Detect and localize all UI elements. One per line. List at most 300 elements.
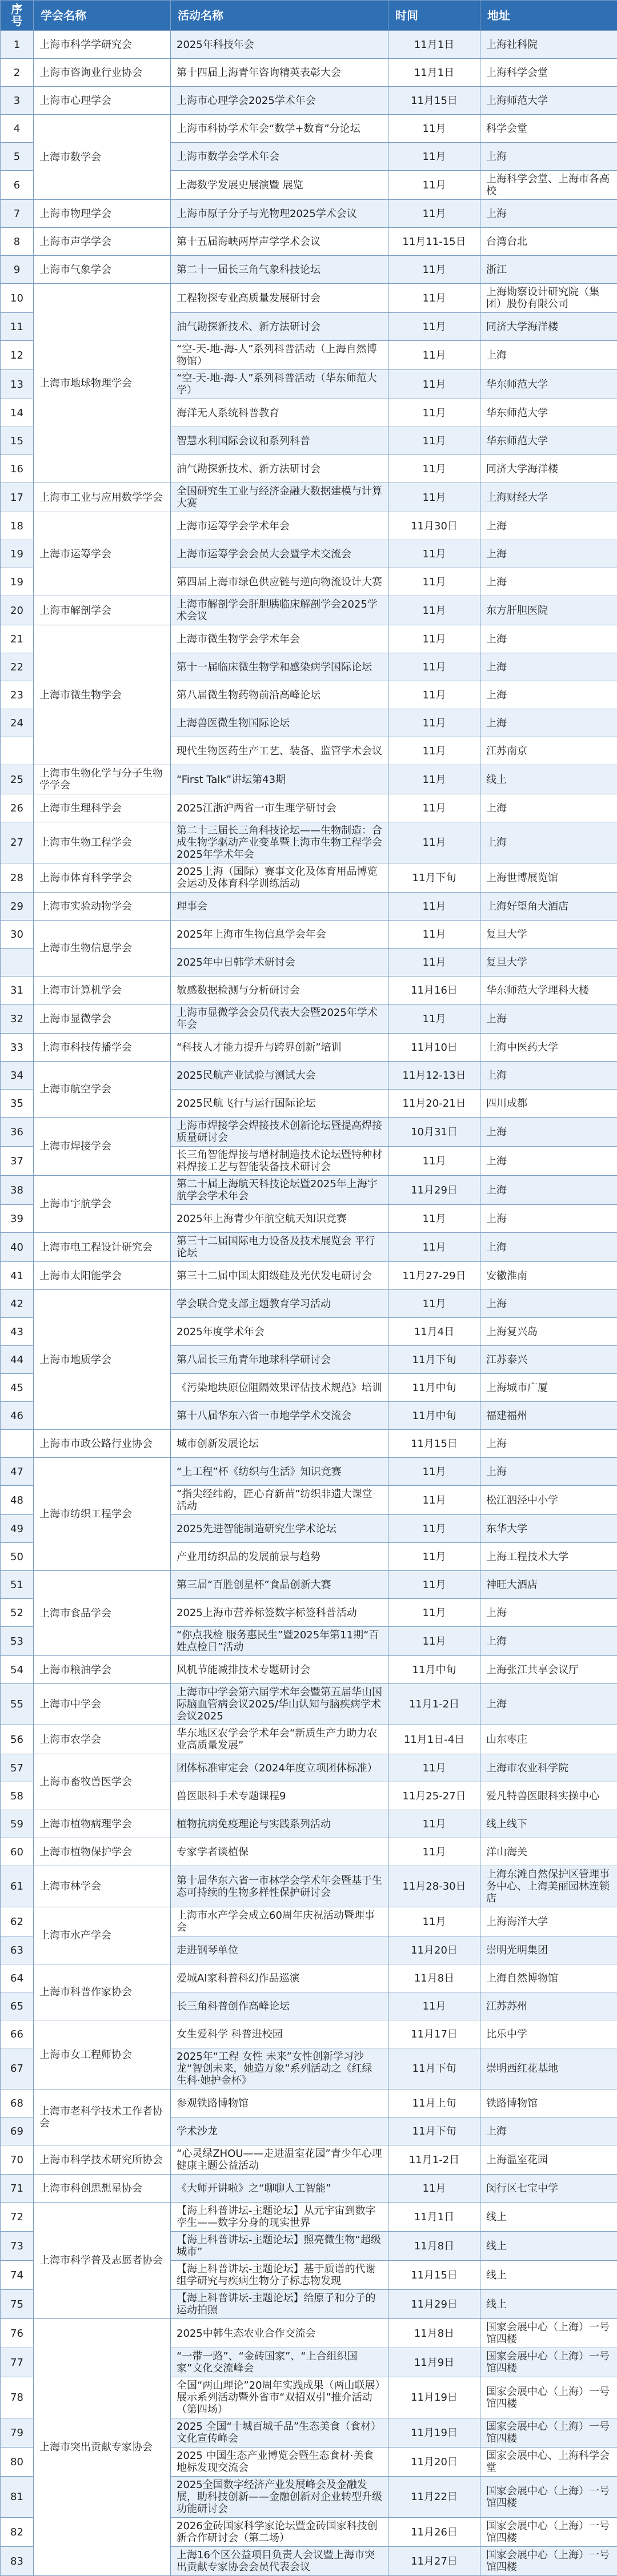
row-time: 11月 <box>388 653 480 681</box>
row-address: 上海科学会堂 <box>480 59 617 87</box>
row-index: 77 <box>1 2348 34 2377</box>
row-activity: 团体标准审定会（2024年度立项团体标准） <box>171 1754 388 1782</box>
row-time: 11月28-30日 <box>388 1866 480 1907</box>
row-activity: 第八届微生物药物前沿高峰论坛 <box>171 681 388 709</box>
row-time: 11月 <box>388 256 480 284</box>
table-row <box>1 200 617 228</box>
row-address: 上海 <box>480 143 617 171</box>
row-activity: 2025江浙沪两省一市生理学研讨会 <box>171 794 388 822</box>
row-time: 11月 <box>388 1627 480 1656</box>
row-index: 17 <box>1 483 34 512</box>
row-society: 上海市微生物学会 <box>34 625 171 765</box>
row-address: 闵行区七宝中学 <box>480 2175 617 2203</box>
row-society: 上海市运筹学会 <box>34 512 171 596</box>
row-index: 19 <box>1 540 34 568</box>
row-time: 11月20-21日 <box>388 1090 480 1118</box>
row-address: 国家会展中心（上海）一号馆四楼 <box>480 2319 617 2348</box>
row-index: 46 <box>1 1402 34 1430</box>
row-activity: 第十一届临床微生物学和感染病学国际论坛 <box>171 653 388 681</box>
row-society: 上海市太阳能学会 <box>34 1262 171 1290</box>
row-address: 爱凡特兽医眼科实操中心 <box>480 1782 617 1810</box>
row-activity: 第二十一届长三角气象科技论坛 <box>171 256 388 284</box>
row-address: 上海 <box>480 341 617 370</box>
row-activity: 第十届华东六省一市林学会学术年会暨基于生态可持续的生物多样性保护研讨会 <box>171 1866 388 1907</box>
row-activity: 华东地区农学会学术年会“新质生产力助力农业高质量发展” <box>171 1725 388 1754</box>
row-time: 11月上旬 <box>388 2089 480 2117</box>
row-index: 6 <box>1 171 34 200</box>
row-society: 上海市女工程师协会 <box>34 2020 171 2089</box>
table-row <box>1 1430 617 1458</box>
row-activity: “First Talk”讲坛第43期 <box>171 765 388 794</box>
row-index: 25 <box>1 765 34 794</box>
row-society: 上海市计算机学会 <box>34 976 171 1004</box>
row-time: 11月中旬 <box>388 1374 480 1402</box>
row-society: 上海市科技传播学会 <box>34 1034 171 1062</box>
row-index: 30 <box>1 921 34 949</box>
row-time: 11月 <box>388 1486 480 1515</box>
row-activity: 上海市心理学会2025学术年会 <box>171 87 388 115</box>
row-activity: 第四届上海市绿色供应链与逆向物流设计大赛 <box>171 568 388 596</box>
row-index: 67 <box>1 2048 34 2089</box>
row-index: 14 <box>1 399 34 427</box>
table-row <box>1 921 617 949</box>
row-index: 55 <box>1 1684 34 1725</box>
table-row <box>1 1004 617 1034</box>
table-row <box>1 284 617 313</box>
row-society: 上海市生物工程学会 <box>34 822 171 863</box>
row-index: 63 <box>1 1936 34 1964</box>
row-index: 83 <box>1 2547 34 2576</box>
row-time: 11月 <box>388 115 480 143</box>
row-address: 上海温室花园 <box>480 2145 617 2175</box>
row-society: 上海市食品学会 <box>34 1571 171 1656</box>
row-activity: 第十四届上海青年咨询精英表彰大会 <box>171 59 388 87</box>
row-activity: 上海数学发展史展演暨 展览 <box>171 171 388 200</box>
row-index: 7 <box>1 200 34 228</box>
row-time: 11月 <box>388 1233 480 1262</box>
row-society: 上海市生物化学与分子生物学学会 <box>34 765 171 794</box>
row-address: 科学会堂 <box>480 115 617 143</box>
row-society: 上海市科学普及志愿者协会 <box>34 2203 171 2319</box>
table-row <box>1 1118 617 1147</box>
row-index: 82 <box>1 2518 34 2547</box>
row-activity: 2025年度学术年会 <box>171 1318 388 1346</box>
row-activity: “上工程”杯《纺织与生活》知识竞赛 <box>171 1458 388 1486</box>
row-activity: 《大师开讲啦》之“聊聊人工智能” <box>171 2175 388 2203</box>
row-index: 40 <box>1 1233 34 1262</box>
row-address: 安徽淮南 <box>480 1262 617 1290</box>
row-index: 44 <box>1 1346 34 1374</box>
row-time: 11月 <box>388 1754 480 1782</box>
row-time: 11月 <box>388 399 480 427</box>
row-society: 上海市农学会 <box>34 1725 171 1754</box>
row-society: 上海市纺织工程学会 <box>34 1458 171 1571</box>
table-row <box>1 596 617 625</box>
row-time: 11月1日 <box>388 59 480 87</box>
table-row <box>1 1656 617 1684</box>
row-index: 31 <box>1 976 34 1004</box>
table-row <box>1 1725 617 1754</box>
row-time: 11月 <box>388 1838 480 1866</box>
row-index: 10 <box>1 284 34 313</box>
row-index: 51 <box>1 1571 34 1599</box>
table-row <box>1 1262 617 1290</box>
table-row <box>1 893 617 921</box>
row-address: 上海社科院 <box>480 31 617 59</box>
row-address: 神旺大酒店 <box>480 1571 617 1599</box>
row-society: 上海市体育科学学会 <box>34 863 171 893</box>
row-activity: 2025年上海青少年航空航天知识竞赛 <box>171 1205 388 1233</box>
row-activity: 【海上科普讲坛-主题论坛】照亮微生物“超级城市” <box>171 2232 388 2261</box>
row-index: 48 <box>1 1486 34 1515</box>
row-address: 上海 <box>480 1458 617 1486</box>
row-activity: 上海市运筹学会会员大会暨学术交流会 <box>171 540 388 568</box>
row-time: 11月 <box>388 737 480 765</box>
row-activity: 第三十二届中国太阳级硅及光伏发电研讨会 <box>171 1262 388 1290</box>
row-activity: 《污染地块原位阻隔效果评估技术规范》培训 <box>171 1374 388 1402</box>
row-society: 上海市生物信息学会 <box>34 921 171 976</box>
row-address: 上海东滩自然保护区管理事务中心、上海美丽园林连锁店 <box>480 1866 617 1907</box>
row-activity: 学术沙龙 <box>171 2117 388 2145</box>
row-address: 上海世博展览馆 <box>480 863 617 893</box>
row-activity: 智慧水利国际会议和系列科普 <box>171 427 388 455</box>
row-time: 11月 <box>388 921 480 949</box>
row-activity: 2025年“工程 女性 未来”女性创新学习沙龙“智创未来，她造万象”系列活动之《红绿生科·她护金杯》 <box>171 2048 388 2089</box>
row-index: 1 <box>1 31 34 59</box>
row-address: 华东师范大学 <box>480 399 617 427</box>
row-index: 22 <box>1 653 34 681</box>
row-time: 11月27-29日 <box>388 1262 480 1290</box>
table-row <box>1 2203 617 2232</box>
row-address: 同济大学海洋楼 <box>480 313 617 341</box>
table-row <box>1 976 617 1004</box>
row-time: 11月 <box>388 1147 480 1176</box>
row-index <box>1 949 34 976</box>
row-society: 上海市显微学会 <box>34 1004 171 1034</box>
row-address: 铁路博物馆 <box>480 2089 617 2117</box>
row-society: 上海市老科学技术工作者协会 <box>34 2089 171 2145</box>
row-time: 11月 <box>388 625 480 653</box>
row-time: 11月下旬 <box>388 863 480 893</box>
table-row <box>1 863 617 893</box>
row-address: 上海好望角大酒店 <box>480 893 617 921</box>
row-address: 国家会展中心（上海）一号馆四楼 <box>480 2348 617 2377</box>
row-address: 上海 <box>480 1290 617 1318</box>
row-time: 11月4日 <box>388 1318 480 1346</box>
row-address: 洋山海关 <box>480 1838 617 1866</box>
row-activity: “你点我检 服务惠民生”暨2025年第11期“百姓点检日”活动 <box>171 1627 388 1656</box>
row-activity: 2025年科技年会 <box>171 31 388 59</box>
table-row <box>1 1866 617 1907</box>
row-time: 11月8日 <box>388 2319 480 2348</box>
row-time: 11月 <box>388 1458 480 1486</box>
row-activity: 上海市原子分子与光物理2025学术会议 <box>171 200 388 228</box>
row-time: 11月 <box>388 794 480 822</box>
row-time: 11月 <box>388 1290 480 1318</box>
row-index: 19 <box>1 568 34 596</box>
row-time: 11月30日 <box>388 512 480 540</box>
row-activity: “空-天-地-海-人”系列科普活动（华东师范大学） <box>171 370 388 399</box>
row-address: 上海城市广厦 <box>480 1374 617 1402</box>
row-address: 国家会展中心（上海）一号馆四楼 <box>480 2518 617 2547</box>
row-address: 线上 <box>480 2232 617 2261</box>
row-index: 13 <box>1 370 34 399</box>
row-address: 上海勘察设计研究院（集团）股份有限公司 <box>480 284 617 313</box>
row-activity: 2025年中日韩学术研讨会 <box>171 949 388 976</box>
table-row <box>1 1684 617 1725</box>
row-index: 79 <box>1 2418 34 2448</box>
row-time: 11月20日 <box>388 2448 480 2477</box>
row-index: 35 <box>1 1090 34 1118</box>
row-address: 松江泗泾中小学 <box>480 1486 617 1515</box>
row-society: 上海市声学学会 <box>34 228 171 256</box>
row-time: 11月 <box>388 427 480 455</box>
row-index: 49 <box>1 1515 34 1543</box>
row-index: 2 <box>1 59 34 87</box>
row-address: 崇明光明集团 <box>480 1936 617 1964</box>
row-address: 东华大学 <box>480 1515 617 1543</box>
row-activity: “科技人才能力提升与跨界创新”培训 <box>171 1034 388 1062</box>
row-index: 80 <box>1 2448 34 2477</box>
row-time: 11月 <box>388 171 480 200</box>
row-index: 8 <box>1 228 34 256</box>
row-index: 20 <box>1 596 34 625</box>
row-address: 上海 <box>480 568 617 596</box>
row-time: 11月 <box>388 1004 480 1034</box>
row-activity: 2025先进智能制造研究生学术论坛 <box>171 1515 388 1543</box>
row-time: 11月 <box>388 455 480 483</box>
row-time: 11月19日 <box>388 2418 480 2448</box>
row-time: 11月 <box>388 1907 480 1936</box>
row-index: 16 <box>1 455 34 483</box>
row-society: 上海市数学会 <box>34 115 171 200</box>
row-address: 上海 <box>480 1430 617 1458</box>
row-activity: 爱城AI家科普科幻作品巡演 <box>171 1964 388 1992</box>
row-activity: 上海市水产学会成立60周年庆祝活动暨理事会 <box>171 1907 388 1936</box>
row-index: 26 <box>1 794 34 822</box>
row-index: 3 <box>1 87 34 115</box>
row-time: 11月 <box>388 709 480 737</box>
table-row <box>1 256 617 284</box>
row-index: 56 <box>1 1725 34 1754</box>
row-time: 11月 <box>388 143 480 171</box>
row-activity: 2025中韩生态农业合作交流会 <box>171 2319 388 2348</box>
row-address: 线上 <box>480 765 617 794</box>
row-activity: 上海市解剖学会肝胆胰临床解剖学会2025学术会议 <box>171 596 388 625</box>
row-index: 53 <box>1 1627 34 1656</box>
row-address: 上海 <box>480 709 617 737</box>
row-address: 国家会展中心（上海）一号馆四楼 <box>480 2418 617 2448</box>
row-address: 复旦大学 <box>480 949 617 976</box>
row-index: 39 <box>1 1205 34 1233</box>
row-index: 32 <box>1 1004 34 1034</box>
row-activity: 第三十二届国际电力设备及技术展览会 平行论坛 <box>171 1233 388 1262</box>
header-time: 时间 <box>388 1 480 31</box>
row-activity: 现代生物医药生产工艺、装备、监管学术会议 <box>171 737 388 765</box>
row-index: 43 <box>1 1318 34 1346</box>
table-row <box>1 2145 617 2175</box>
row-address: 华东师范大学 <box>480 427 617 455</box>
row-index: 21 <box>1 625 34 653</box>
row-society: 上海市电工程设计研究会 <box>34 1233 171 1262</box>
row-time: 11月下旬 <box>388 2048 480 2089</box>
row-address: 上海自然博物馆 <box>480 1964 617 1992</box>
row-address: 国家会展中心（上海）一号馆四楼 <box>480 2377 617 2418</box>
row-index: 72 <box>1 2203 34 2232</box>
row-activity: 敏感数据检测与分析研讨会 <box>171 976 388 1004</box>
row-society: 上海市咨询业行业协会 <box>34 59 171 87</box>
row-index: 75 <box>1 2290 34 2319</box>
header-society: 学会名称 <box>34 1 171 31</box>
row-activity: 【海上科普讲坛-主题论坛】给原子和分子的运动拍照 <box>171 2290 388 2319</box>
table-row <box>1 2319 617 2348</box>
row-address: 上海财经大学 <box>480 483 617 512</box>
row-index: 9 <box>1 256 34 284</box>
row-activity: 2025 全国“十城百城千品”生态美食（食材）文化宣传峰会 <box>171 2418 388 2448</box>
row-index: 5 <box>1 143 34 171</box>
row-society: 上海市林学会 <box>34 1866 171 1907</box>
row-address: 国家会展中心（上海）一号馆四楼 <box>480 2547 617 2576</box>
row-time: 11月1-2日 <box>388 2145 480 2175</box>
row-address: 上海 <box>480 625 617 653</box>
row-index: 37 <box>1 1147 34 1176</box>
row-time: 11月 <box>388 341 480 370</box>
table-row <box>1 483 617 512</box>
row-address: 上海中医药大学 <box>480 1034 617 1062</box>
row-index: 60 <box>1 1838 34 1866</box>
row-address: 上海 <box>480 540 617 568</box>
row-address: 浙江 <box>480 256 617 284</box>
row-time: 11月 <box>388 1810 480 1838</box>
row-address: 崇明西红花基地 <box>480 2048 617 2089</box>
table-row <box>1 822 617 863</box>
row-activity: 上海市显微学会会员代表大会暨2025年学术年会 <box>171 1004 388 1034</box>
row-address: 上海 <box>480 512 617 540</box>
row-address: 上海 <box>480 822 617 863</box>
row-index: 71 <box>1 2175 34 2203</box>
row-address: 台湾台北 <box>480 228 617 256</box>
row-time: 11月25-27日 <box>388 1782 480 1810</box>
row-activity: 2025民航飞行与运行国际论坛 <box>171 1090 388 1118</box>
row-activity: 海洋无人系统科普教育 <box>171 399 388 427</box>
row-time: 11月1日 <box>388 2203 480 2232</box>
row-activity: 上海市微生物学会学术年会 <box>171 625 388 653</box>
row-society: 上海市科学学研究会 <box>34 31 171 59</box>
row-activity: 第十五届海峡两岸声学学术会议 <box>171 228 388 256</box>
row-society: 上海市畜牧兽医学会 <box>34 1754 171 1810</box>
table-body <box>1 31 617 2576</box>
row-address: 上海 <box>480 1627 617 1656</box>
row-society: 上海市航空学会 <box>34 1062 171 1118</box>
row-address: 福建福州 <box>480 1402 617 1430</box>
table-row <box>1 87 617 115</box>
row-index: 42 <box>1 1290 34 1318</box>
table-row <box>1 1062 617 1090</box>
row-activity: 2025上海（国际）赛事文化及体育用品博览会运动及体育科学训练活动 <box>171 863 388 893</box>
row-time: 11月17日 <box>388 2020 480 2048</box>
row-index: 58 <box>1 1782 34 1810</box>
row-index: 34 <box>1 1062 34 1090</box>
row-time: 11月 <box>388 765 480 794</box>
row-index: 78 <box>1 2377 34 2418</box>
row-address: 四川成都 <box>480 1090 617 1118</box>
row-time: 11月 <box>388 540 480 568</box>
row-time: 11月15日 <box>388 87 480 115</box>
row-index: 23 <box>1 681 34 709</box>
row-address: 线上 <box>480 2203 617 2232</box>
row-activity: 风机节能减排技术专题研讨会 <box>171 1656 388 1684</box>
row-activity: 全国研究生工业与经济金融大数据建模与计算大赛 <box>171 483 388 512</box>
row-index: 59 <box>1 1810 34 1838</box>
table-row <box>1 115 617 143</box>
row-time: 11月1-2日 <box>388 1684 480 1725</box>
row-activity: “心灵绿ZHOU——走进温室花园”青少年心理健康主题公益活动 <box>171 2145 388 2175</box>
row-time: 11月 <box>388 596 480 625</box>
row-address: 东方肝胆医院 <box>480 596 617 625</box>
row-activity: 植物抗病免疫理论与实践系列活动 <box>171 1810 388 1838</box>
row-activity: 2025年上海市生物信息学会年会 <box>171 921 388 949</box>
row-activity: 2025上海市营养标签数字标签科普活动 <box>171 1599 388 1627</box>
table-row <box>1 1964 617 1992</box>
row-index: 38 <box>1 1176 34 1205</box>
row-society: 上海市宇航学会 <box>34 1176 171 1233</box>
row-address: 上海 <box>480 1147 617 1176</box>
row-address: 上海 <box>480 681 617 709</box>
row-address: 上海 <box>480 1118 617 1147</box>
row-activity: 理事会 <box>171 893 388 921</box>
row-society: 上海市科创思想星协会 <box>34 2175 171 2203</box>
table-row <box>1 59 617 87</box>
row-activity: “空-天-地-海-人”系列科普活动（上海自然博物馆） <box>171 341 388 370</box>
row-address: 江苏南京 <box>480 737 617 765</box>
row-time: 11月8日 <box>388 2232 480 2261</box>
row-society: 上海市地球物理学会 <box>34 284 171 483</box>
row-index: 4 <box>1 115 34 143</box>
row-activity: 上海市焊接学会焊接技术创新论坛暨提高焊接质量研讨会 <box>171 1118 388 1147</box>
row-index <box>1 1430 34 1458</box>
row-index: 47 <box>1 1458 34 1486</box>
row-index <box>1 737 34 765</box>
row-society: 上海市心理学会 <box>34 87 171 115</box>
row-index: 81 <box>1 2477 34 2518</box>
row-society: 上海市工业与应用数学学会 <box>34 483 171 512</box>
row-address: 上海工程技术大学 <box>480 1543 617 1571</box>
row-address: 复旦大学 <box>480 921 617 949</box>
row-index: 11 <box>1 313 34 341</box>
row-time: 11月 <box>388 1543 480 1571</box>
row-index: 74 <box>1 2261 34 2290</box>
row-time: 11月15日 <box>388 1430 480 1458</box>
row-society: 上海市市政公路行业协会 <box>34 1430 171 1458</box>
row-time: 11月 <box>388 822 480 863</box>
row-index: 33 <box>1 1034 34 1062</box>
row-address: 山东枣庄 <box>480 1725 617 1754</box>
row-society: 上海市科普作家协会 <box>34 1964 171 2020</box>
row-index: 66 <box>1 2020 34 2048</box>
table-row <box>1 794 617 822</box>
table-row <box>1 625 617 653</box>
table-row <box>1 1034 617 1062</box>
row-time: 11月 <box>388 2175 480 2203</box>
row-index: 70 <box>1 2145 34 2175</box>
row-time: 11月1日 <box>388 31 480 59</box>
row-society: 上海市科学技术研究所协会 <box>34 2145 171 2175</box>
row-activity: 学会联合党支部主题教育学习活动 <box>171 1290 388 1318</box>
table-row <box>1 1810 617 1838</box>
row-time: 11月下旬 <box>388 2117 480 2145</box>
row-time: 11月中旬 <box>388 1656 480 1684</box>
row-activity: 上海市中学会第六届学术年会暨第五届华山国际脑血管病会议2025/华山认知与脑疾病学术会议2025 <box>171 1684 388 1725</box>
